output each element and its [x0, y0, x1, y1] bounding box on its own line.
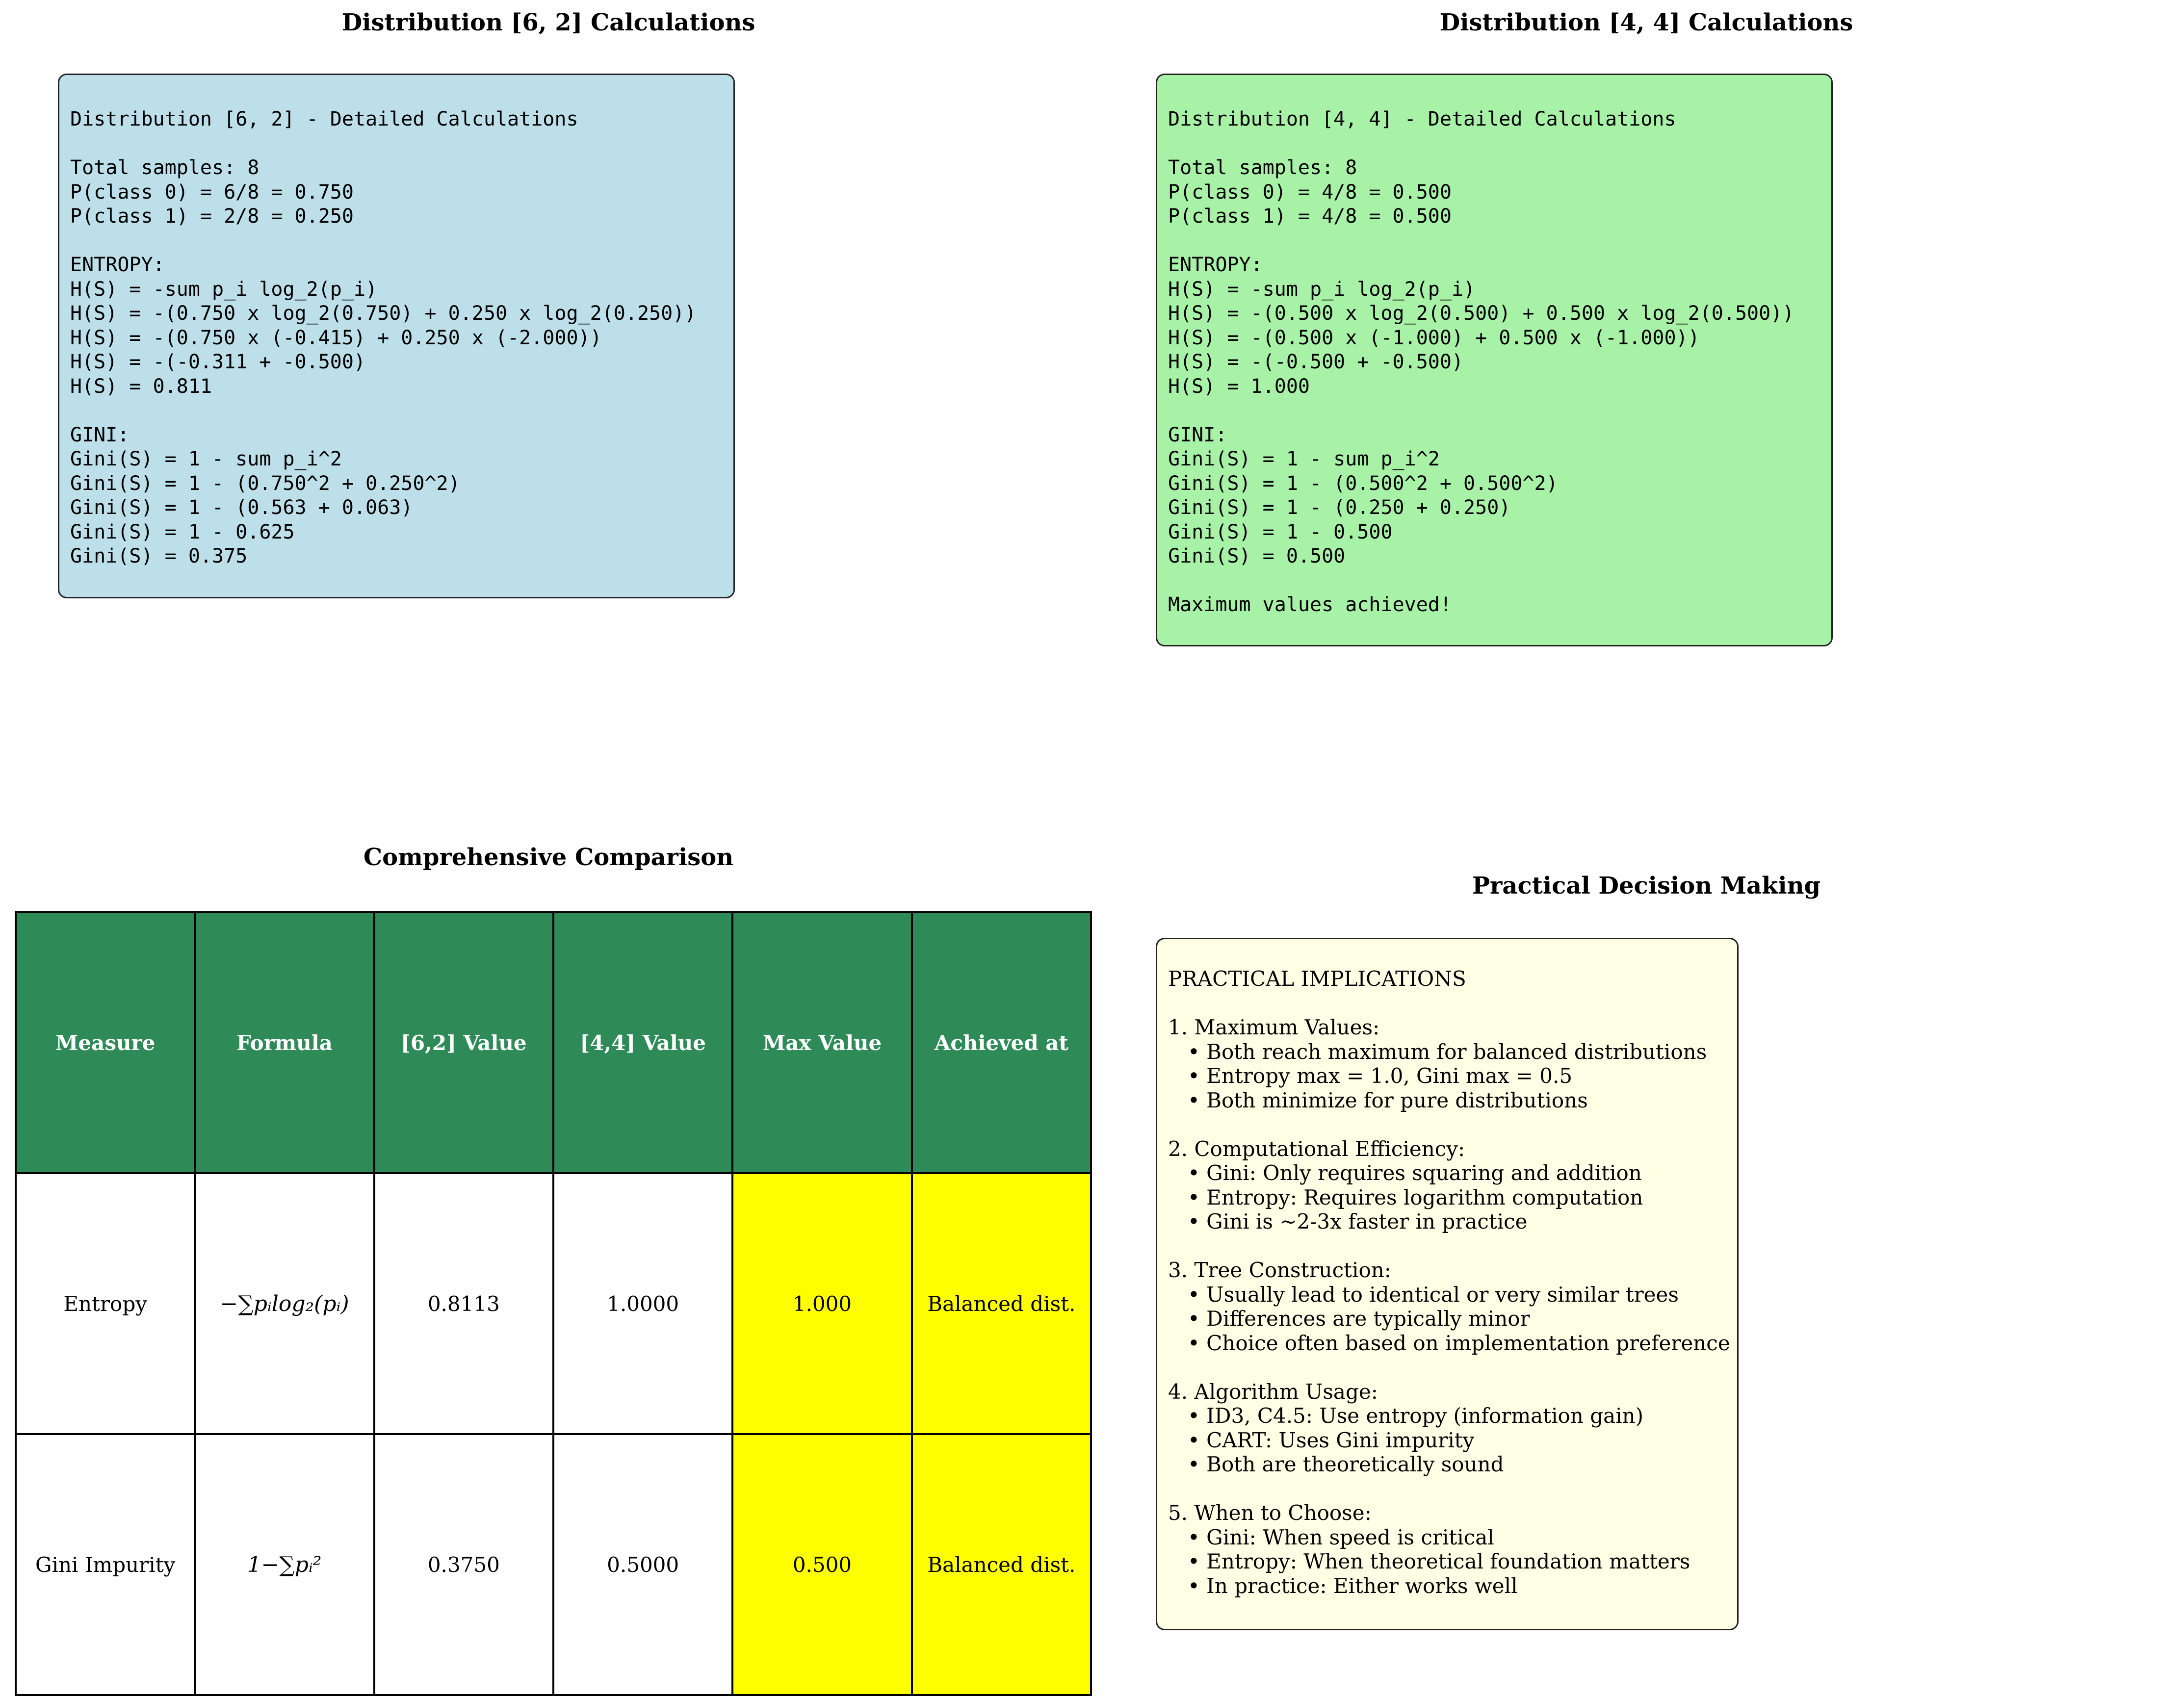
dist62-calculation-text: Distribution [6, 2] - Detailed Calculations Total samples: 8 P(class 0) = 6/8 = 0.750 P(class 1) = 2/8 = 0.250 ENTROPY: H(S) = -sum p_i log_2(p_i) H(S) = -(0.750 x log_2(0.750) + 0.250 x log_2(0.250)) H(S) = -(0.750 x (-0.415) + 0.250 x (-2.000)) H(S) = -(-0.311 + -0.500) H(S) = 0.811 GINI: Gini(S) = 1 - sum p_i^2 Gini(S) = 1 - (0.750^2 + 0.250^2) Gini(S) = 1 - (0.563 + 0.063) Gini(S) = 1 - 0.625 Gini(S) = 0.375: [70, 108, 697, 567]
dist44-calculation-box: [1156, 74, 1833, 646]
dist44-title: Distribution [4, 4] Calculations: [1439, 9, 1853, 36]
cell-achieved-at: Balanced dist.: [912, 1173, 1091, 1434]
header-formula: Formula: [195, 912, 374, 1173]
comparison-table: [15, 911, 1092, 1696]
table-row: [16, 1173, 1091, 1434]
dist44-calculation-text: Distribution [4, 4] - Detailed Calculations Total samples: 8 P(class 0) = 4/8 = 0.500 P(class 1) = 4/8 = 0.500 ENTROPY: H(S) = -sum p_i log_2(p_i) H(S) = -(0.500 x log_2(0.500) + 0.500 x log_2(0.500)) H(S) = -(0.500 x (-1.000) + 0.500 x (-1.000)) H(S) = -(-0.500 + -0.500) H(S) = 1.000 GINI: Gini(S) = 1 - sum p_i^2 Gini(S) = 1 - (0.500^2 + 0.500^2) Gini(S) = 1 - (0.250 + 0.250) Gini(S) = 1 - 0.500 Gini(S) = 0.500 Maximum values achieved!: [1168, 108, 1794, 616]
cell-44-value: 1.0000: [553, 1173, 732, 1434]
dist62-title: Distribution [6, 2] Calculations: [341, 9, 755, 36]
comparison-header-row: [16, 912, 1091, 1173]
entropy-formula: −∑pᵢlog₂(pᵢ): [220, 1291, 349, 1316]
cell-62-value: 0.8113: [374, 1173, 553, 1434]
practical-implications-text: PRACTICAL IMPLICATIONS 1. Maximum Values: • Both reach maximum for balanced distributions • Entropy max = 1.0, Gini max = 0.5 • Both minimize for pure distributions 2. Computational Efficiency: • Gini: Only requires squaring and addition • Entropy: Requires logarithm computation • Gini is ~2-3x faster in practice 3. Tree Construction: • Usually lead to identical or very similar trees • Differences are typically minor • Choice often based on implementation preference 4. Algorithm Usage: • ID3, C4.5: Use entropy (information gain) • CART: Uses Gini impurity • Both are theoretically sound 5. When to Choose: • Gini: When speed is critical • Entropy: When theoretical foundation matters • In practice: Either works well: [1168, 967, 1730, 1598]
header-measure: Measure: [16, 912, 195, 1173]
dist62-calculation-box: [58, 74, 735, 598]
practical-title: Practical Decision Making: [1472, 872, 1821, 899]
comparison-title: Comprehensive Comparison: [363, 844, 734, 871]
cell-measure: Gini Impurity: [16, 1434, 195, 1695]
gini-formula: 1−∑pᵢ²: [247, 1552, 322, 1577]
table-row: [16, 1434, 1091, 1695]
header-achieved-at: Achieved at: [912, 912, 1091, 1173]
cell-62-value: 0.3750: [374, 1434, 553, 1695]
cell-max-value: 0.500: [732, 1434, 911, 1695]
header-44-value: [4,4] Value: [553, 912, 732, 1173]
practical-implications-box: [1156, 938, 1739, 1630]
cell-formula: [195, 1434, 374, 1695]
cell-44-value: 0.5000: [553, 1434, 732, 1695]
cell-measure: Entropy: [16, 1173, 195, 1434]
header-max-value: Max Value: [732, 912, 911, 1173]
cell-formula: [195, 1173, 374, 1434]
cell-achieved-at: Balanced dist.: [912, 1434, 1091, 1695]
cell-max-value: 1.000: [732, 1173, 911, 1434]
header-62-value: [6,2] Value: [374, 912, 553, 1173]
